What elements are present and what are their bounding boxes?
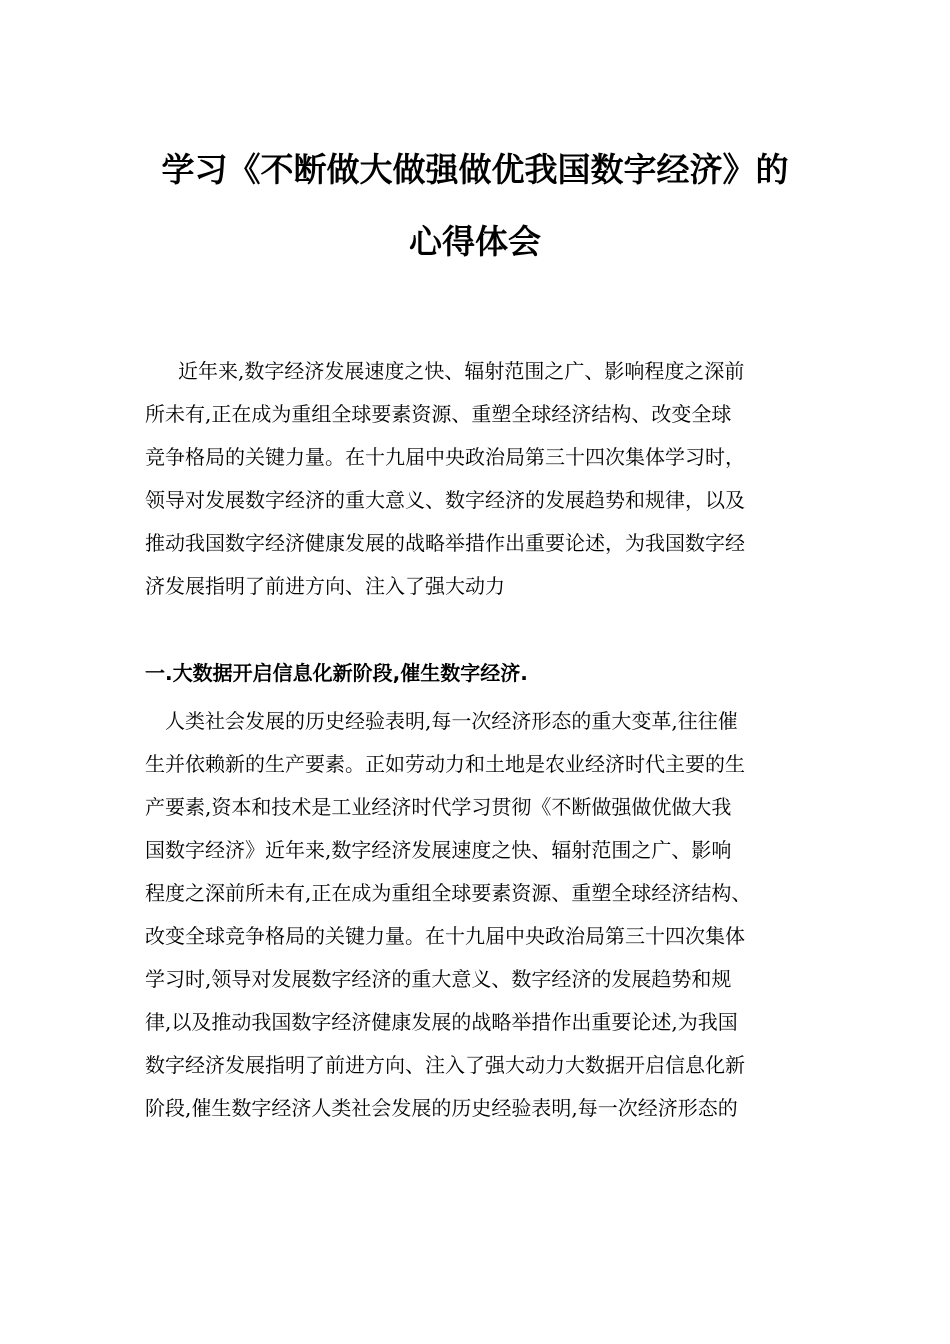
paragraph-line: 数字经济发展指明了前进方向、注入了强大动力大数据开启信息化新 [145, 1053, 745, 1077]
paragraph-line: 国数字经济》近年来,数字经济发展速度之快、辐射范围之广、影响 [145, 838, 732, 862]
document-title-line-1: 学习《不断做大做强做优我国数字经济》的 [161, 150, 789, 189]
paragraph-line: 程度之深前所未有,正在成为重组全球要素资源、重塑全球经济结构、 [145, 881, 752, 905]
paragraph-line: 产要素,资本和技术是工业经济时代学习贯彻《不断做强做优做大我 [145, 795, 732, 819]
paragraph-line: 近年来,数字经济发展速度之快、辐射范围之广、影响程度之深前 [178, 359, 745, 383]
paragraph-line: 领导对发展数字经济的重大意义、数字经济的发展趋势和规律，以及 [145, 488, 745, 512]
paragraph-line: 人类社会发展的历史经验表明,每一次经济形态的重大变革,往往催 [165, 709, 738, 733]
document-title-line-2: 心得体会 [409, 222, 541, 261]
section-1-paragraph [145, 708, 815, 1138]
paragraph-line: 阶段,催生数字经济人类社会发展的历史经验表明,每一次经济形态的 [145, 1096, 738, 1120]
paragraph-line: 推动我国数字经济健康发展的战略举措作出重要论述，为我国数字经 [145, 531, 745, 555]
paragraph-line: 律,以及推动我国数字经济健康发展的战略举措作出重要论述,为我国 [145, 1010, 738, 1034]
paragraph-line: 所未有,正在成为重组全球要素资源、重塑全球经济结构、改变全球 [145, 402, 732, 426]
paragraph-line: 改变全球竞争格局的关键力量。在十九届中央政治局第三十四次集体 [145, 924, 745, 948]
intro-paragraph [145, 358, 815, 616]
section-heading-1: 一.大数据开启信息化新阶段,催生数字经济. [145, 661, 528, 685]
paragraph-line: 竞争格局的关键力量。在十九届中央政治局第三十四次集体学习时， [145, 445, 745, 469]
paragraph-line: 生并依赖新的生产要素。正如劳动力和土地是农业经济时代主要的生 [145, 752, 745, 776]
paragraph-line: 学习时,领导对发展数字经济的重大意义、数字经济的发展趋势和规 [145, 967, 732, 991]
paragraph-line: 济发展指明了前进方向、注入了强大动力 [145, 574, 505, 598]
